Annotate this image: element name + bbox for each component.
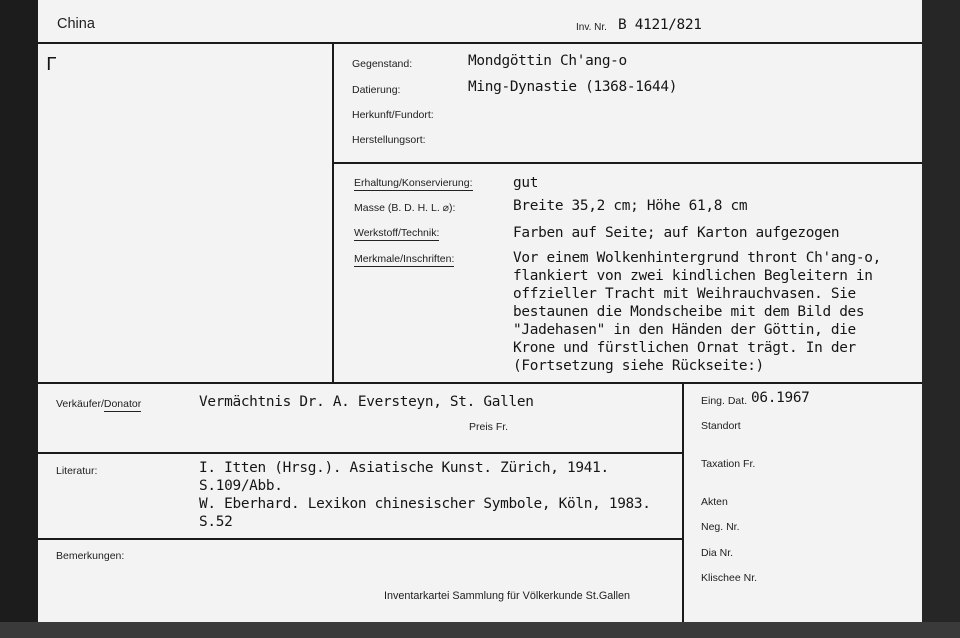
scan-border-left xyxy=(0,0,38,638)
klischee-nr-label: Klischee Nr. xyxy=(701,572,758,584)
rule-object-section xyxy=(333,162,922,164)
inv-label: Inv. Nr. xyxy=(576,22,607,33)
erhaltung-value: gut xyxy=(513,175,539,191)
herstellungsort-label: Herstellungsort: xyxy=(352,134,426,146)
eing-dat-label: Eing. Dat. xyxy=(701,395,748,407)
rule-literature xyxy=(38,538,683,540)
datierung-value: Ming-Dynastie (1368-1644) xyxy=(468,79,678,95)
herkunft-label: Herkunft/Fundort: xyxy=(352,109,434,121)
rule-side-column xyxy=(682,383,684,622)
verkaeufer-donator-label xyxy=(56,398,141,410)
datierung-label: Datierung: xyxy=(352,84,401,96)
merkmale-text xyxy=(513,249,881,375)
inv-number: B 4121/821 xyxy=(618,17,702,33)
preis-label: Preis Fr. xyxy=(469,421,509,433)
gegenstand-label: Gegenstand: xyxy=(352,58,413,70)
rule-left-column xyxy=(332,43,334,383)
masse-label: Masse (B. D. H. L. ⌀): xyxy=(354,202,456,214)
corner-mark: Γ xyxy=(46,54,57,75)
merkmale-line: Vor einem Wolkenhintergrund thront Ch'ang-o, xyxy=(513,250,882,266)
country-label: China xyxy=(57,16,95,32)
werkstoff-value: Farben auf Seite; auf Karton aufgezogen xyxy=(513,225,840,241)
werkstoff-label: Werkstoff/Technik: xyxy=(354,227,440,239)
merkmale-line: flankiert von zwei kindlichen Begleitern in xyxy=(513,268,873,284)
literatur-line: I. Itten (Hrsg.). Asiatische Kunst. Zürich, 1941. xyxy=(199,460,609,476)
scan-border-bottom xyxy=(0,622,960,638)
gegenstand-value: Mondgöttin Ch'ang-o xyxy=(468,53,627,69)
erhaltung-label: Erhaltung/Konservierung: xyxy=(354,177,473,189)
merkmale-line: offzieller Tracht mit Weihrauchvasen. Sie xyxy=(513,286,856,302)
dia-nr-label: Dia Nr. xyxy=(701,547,734,559)
merkmale-label: Merkmale/Inschriften: xyxy=(354,253,455,265)
literatur-text xyxy=(199,459,651,531)
inventory-card xyxy=(38,0,922,622)
neg-nr-label: Neg. Nr. xyxy=(701,521,740,533)
merkmale-line: Krone und fürstlichen Ornat trägt. In der xyxy=(513,340,856,356)
taxation-label: Taxation Fr. xyxy=(701,458,756,470)
bemerkungen-label: Bemerkungen: xyxy=(56,550,125,562)
donator-label: Donator xyxy=(103,398,142,410)
card-footer: Inventarkartei Sammlung für Völkerkunde St.Gallen xyxy=(384,590,631,602)
akten-label: Akten xyxy=(701,496,728,508)
literatur-line: S.109/Abb. xyxy=(199,478,283,494)
literatur-line: W. Eberhard. Lexikon chinesischer Symbole, Köln, 1983. xyxy=(199,496,651,512)
literatur-label: Literatur: xyxy=(56,465,98,477)
standort-label: Standort xyxy=(701,420,741,432)
masse-value: Breite 35,2 cm; Höhe 61,8 cm xyxy=(513,198,748,214)
rule-header xyxy=(38,42,922,44)
rule-top-block xyxy=(38,382,922,384)
merkmale-line: "Jadehasen" in den Händen der Göttin, die xyxy=(513,322,856,338)
literatur-line: S.52 xyxy=(199,514,233,530)
verkaeufer-label: Verkäufer/ xyxy=(56,398,104,410)
merkmale-line: bestaunen die Mondscheibe mit dem Bild des xyxy=(513,304,865,320)
rule-acquisition xyxy=(38,452,683,454)
donator-value: Vermächtnis Dr. A. Eversteyn, St. Gallen xyxy=(199,394,534,410)
eing-dat-value: 06.1967 xyxy=(751,390,810,406)
merkmale-line: (Fortsetzung siehe Rückseite:) xyxy=(513,358,764,374)
scan-border-right xyxy=(922,0,960,638)
